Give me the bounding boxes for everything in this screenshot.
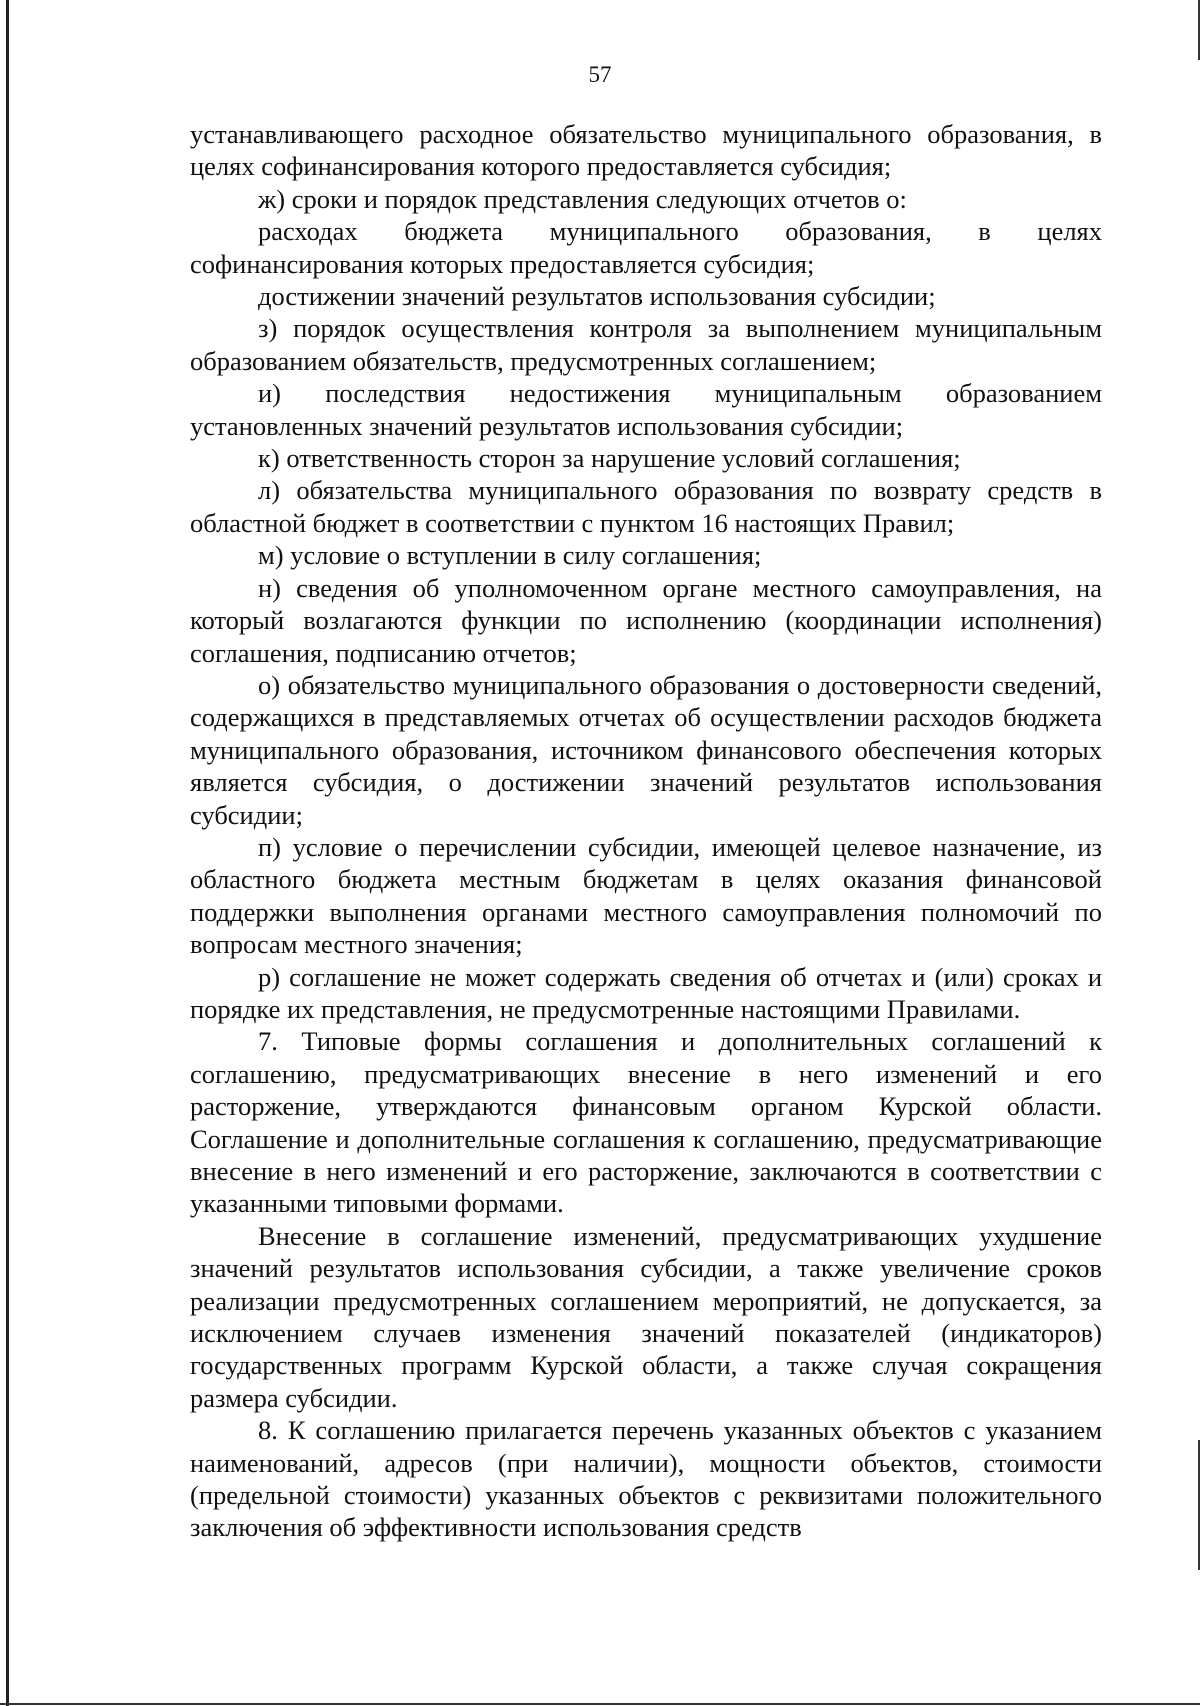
- paragraph-item-l: л) обязательства муниципального образования по возврату средств в областной бюджет в соответствии с пунктом 16 настоящих Правил;: [190, 475, 1102, 538]
- paragraph-item-zh: ж) сроки и порядок представления следующих отчетов о:: [258, 183, 907, 214]
- paragraph-item-m: м) условие о вступлении в силу соглашения;: [258, 540, 762, 571]
- scan-left-edge: [6, 0, 9, 1706]
- paragraph-item-o: о) обязательство муниципального образования о достоверности сведений, содержащихся в представляемых отчетах об осуществлении расходов бюджета муниципального образования, источником финансового обеспечения которых является субсидия, о достижении значений результатов использования субсидии;: [190, 669, 1102, 830]
- paragraph-section-7-amendments: Внесение в соглашение изменений, предусматривающих ухудшение значений результатов использования субсидии, а также увеличение сроков реализации предусмотренных соглашением мероприятий, не допускается, за исключением случаев изменения значений показателей (индикаторов) государственных программ Курской области, а также случая сокращения размера субсидии.: [190, 1220, 1102, 1413]
- paragraph-item-zh-expenses: расходах бюджета муниципального образования, в целях софинансирования которых предоставляется субсидия;: [190, 216, 1102, 279]
- document-body: [190, 118, 1102, 1544]
- paragraph-section-8: 8. К соглашению прилагается перечень указанных объектов с указанием наименований, адресов (при наличии), мощности объектов, стоимости (предельной стоимости) указанных объектов с реквизитами положительного заключения об эффективности использования средств: [190, 1415, 1102, 1543]
- scan-bottom-line: [0, 1703, 1200, 1705]
- paragraph-continuation: устанавливающего расходное обязательство муниципального образования, в целях софинансирования которого предоставляется субсидия;: [190, 119, 1102, 182]
- paragraph-item-k: к) ответственность сторон за нарушение условий соглашения;: [258, 443, 961, 474]
- paragraph-item-r: р) соглашение не может содержать сведения об отчетах и (или) сроках и порядке их представления, не предусмотренные настоящими Правилами.: [190, 961, 1102, 1024]
- paragraph-item-i: и) последствия недостижения муниципальным образованием установленных значений результатов использования субсидии;: [190, 378, 1102, 441]
- paragraph-item-n: н) сведения об уполномоченном органе местного самоуправления, на который возлагаются функции по исполнению (координации исполнения) соглашения, подписанию отчетов;: [190, 572, 1102, 668]
- paragraph-section-7: 7. Типовые формы соглашения и дополнительных соглашений к соглашению, предусматривающих внесение в него изменений и его расторжение, утверждаются финансовым органом Курской области. Соглашение и дополнительные соглашения к соглашению, предусматривающие внесение в него изменений и его расторжение, заключаются в соответствии с указанными типовыми формами.: [190, 1026, 1102, 1219]
- paragraph-item-zh-results: достижении значений результатов использования субсидии;: [258, 281, 936, 312]
- page-number: 57: [588, 62, 612, 87]
- paragraph-item-z: з) порядок осуществления контроля за выполнением муниципальным образованием обязательств, предусмотренных соглашением;: [190, 313, 1102, 376]
- paragraph-item-p: п) условие о перечислении субсидии, имеющей целевое назначение, из областного бюджета местным бюджетам в целях оказания финансовой поддержки выполнения органами местного самоуправления полномочий по вопросам местного значения;: [190, 831, 1102, 960]
